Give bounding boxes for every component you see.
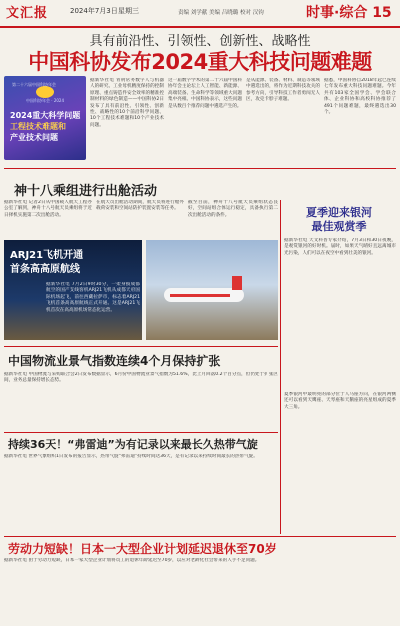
issue-weekday: 星期三 bbox=[118, 7, 139, 15]
promo-caption: 第二十六届中国科协年会 bbox=[12, 82, 56, 87]
lead-headline: 中国科协发布2024重大科技问题难题 bbox=[28, 50, 372, 74]
shenzhou-column-2: 在航天员出舱活动期间，航天员将进行舱外载荷安装和空间站防护装置安装等任务。 bbox=[96, 200, 184, 212]
editor-credits: 责编 刘学献 美编 吕晓璐 校对 汉钧 bbox=[178, 10, 264, 16]
sidebar-headline-2: 最佳观赏季 bbox=[311, 220, 367, 233]
newspaper-logo: 文汇报 bbox=[6, 6, 49, 21]
sidebar-headline-1: 夏季迎来银河 bbox=[306, 206, 372, 219]
arj21-photo-title-1: ARJ21飞机开通 bbox=[10, 250, 84, 261]
divider bbox=[4, 536, 396, 537]
lead-promo-image bbox=[4, 76, 86, 160]
promo-caption-2: 中国科协年会 · 2024 bbox=[26, 98, 64, 103]
japan-body: 据新华社电 由于劳动力短缺，日本一家大型企业计划将员工的退休年龄延迟至70岁，以应对老龄化社会带来的人手不足问题。 bbox=[4, 558, 260, 563]
divider bbox=[4, 432, 278, 433]
cyclone-headline: 持续36天！“弗雷迪”为有记录以来最长久热带气旋 bbox=[8, 438, 258, 451]
lead-kicker: 具有前沿性、引领性、创新性、战略性 bbox=[89, 34, 311, 49]
divider bbox=[4, 346, 278, 347]
sidebar-body: 据新华社电 天文科普专家介绍，7月3日和30日夜晚，是观赏银河的好时机。届时，如果天气晴好且远离城市光污染，人们可以在夜空中看到壮美的银河。 bbox=[284, 238, 396, 256]
sidebar-rule bbox=[280, 200, 281, 534]
shenzhou-column-3: 截至目前，神舟十八号航天员乘组状态良好，空间站组合体运行稳定，具备执行第二次出舱活动的条件。 bbox=[188, 200, 278, 218]
lead-column-2: 这一届数字学术的第二十六届中国科协年会主论坛上人工智能、新能源、高端装备、生命科学等领域重大问题集中亮相。中国科协表示，这些问题是从数百个推荐问题中遴选产生的。 bbox=[168, 78, 242, 109]
logistics-body: 据新华社电 中国物流与采购联合会2日发布数据显示，6月份中国物流业景气指数为51.6%，比上月回落0.2个百分点，但仍处于扩张区间，业务总量保持增长态势。 bbox=[4, 372, 278, 384]
arj21-photo-title-2: 首条高高原航线 bbox=[10, 264, 80, 275]
promo-line-3: 产业技术问题 bbox=[10, 133, 58, 142]
cyclone-body: 据新华社电 世界气象组织1日发布的报告显示，热带气旋“弗雷迪”持续时间达36天，是有记录以来持续时间最长的热带气旋。 bbox=[4, 454, 258, 459]
shenzhou-column-1: 据新华社电 记者2日从中国载人航天工程办公室了解到，神舟十八号航天员乘组将于近日择机实施第二次出舱活动。 bbox=[4, 200, 92, 218]
japan-headline: 劳动力短缺！日本一大型企业计划延迟退休至70岁 bbox=[8, 542, 277, 556]
logistics-headline: 中国物流业景气指数连续4个月保持扩张 bbox=[8, 354, 221, 368]
promo-line-2: 工程技术难题和 bbox=[10, 122, 66, 131]
aircraft-tail bbox=[232, 276, 242, 290]
sidebar-headline bbox=[282, 206, 396, 234]
aircraft-livery bbox=[170, 294, 230, 297]
arj21-photo-runway bbox=[146, 240, 278, 340]
section-title: 时事·综合 15 bbox=[306, 5, 392, 21]
lead-column-1: 据新华社电 青荆常务数字人与机器人的研究、工业母机精度保持的控制原理、重点铸造件安全效率的精准控制材料的绿色制造——中国科协2日发布了具有前沿性、引领性、创新性、战略性的10个前沿科学问题、10个工程技术难题和10个产业技术问题。 bbox=[90, 78, 164, 128]
arj21-body: 据新华社电 7月2日9时30分，一架身披成都航空的国产支线客机ARJ21飞机从成都天府国际机场起飞，前往西藏拉萨市，标志着ARJ21飞机首条高高原航线正式开通。这是ARJ21飞机首次在高高原机场常态化运营。 bbox=[46, 282, 140, 313]
lead-column-3: 是从能源、装备、材料、制造等领域中遴选出的，将作为近期科技攻关的参考方向，引导科技工作者勇闯无人区，攻克卡脖子难题。 bbox=[246, 78, 320, 103]
promo-line-1: 2024重大科学问题 bbox=[10, 111, 81, 120]
sidebar-body-2: 夏季银河中最明亮的部分位于人马座方向，在银河两侧还可以看到天鹰座、天琴座和天鹅座的亮星组成的夏季大三角。 bbox=[284, 392, 396, 410]
divider bbox=[4, 168, 396, 169]
lead-column-4: 据悉，中国科协自2018年起已连续七年发布重大科技问题难题。今年共有103家全国学会、学会联合体、企业科协和高校科协推荐了491个问题难题，最终遴选出30个。 bbox=[324, 78, 396, 116]
shenzhou-headline: 神十八乘组进行出舱活动 bbox=[14, 184, 158, 199]
issue-date: 2024年7月3日 bbox=[70, 7, 118, 15]
